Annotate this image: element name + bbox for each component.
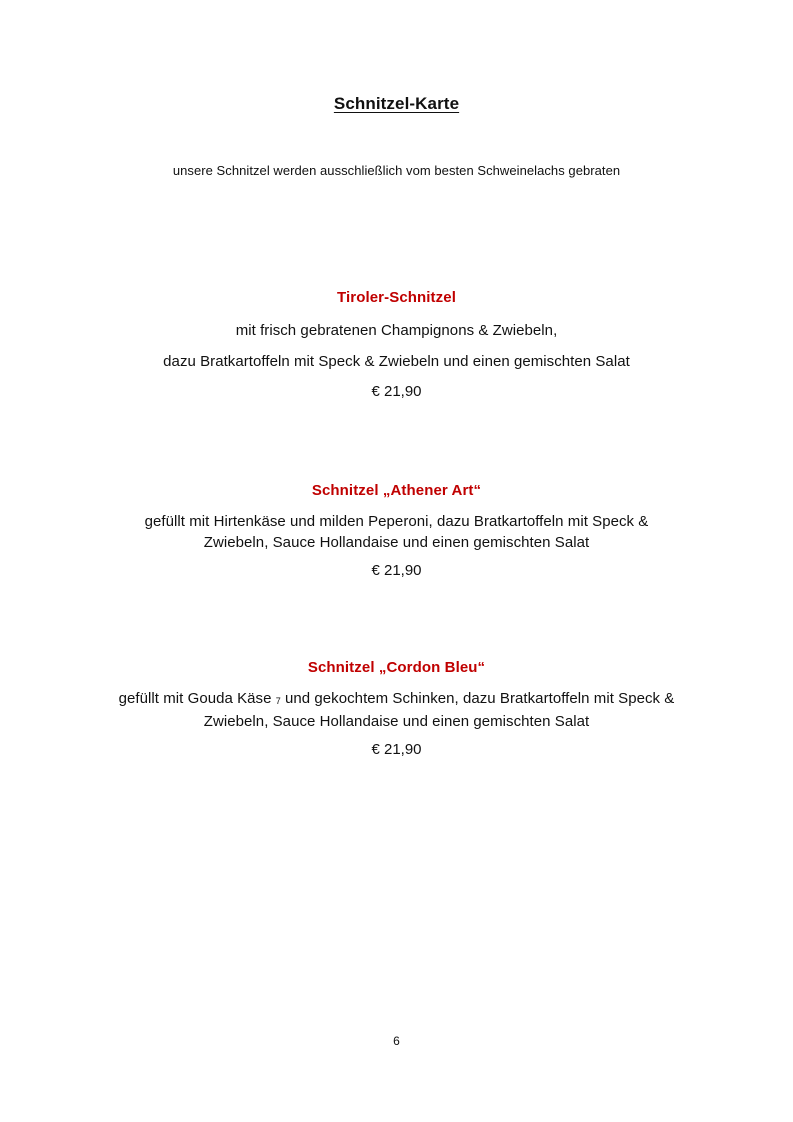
dish-description-line: gefüllt mit Hirtenkäse und milden Peperoni, dazu Bratkartoffeln mit Speck & [144, 513, 649, 530]
allergen-number: 7 [275, 696, 281, 706]
dish-price: € 21,90 [371, 383, 422, 400]
dish-name: Tiroler-Schnitzel [337, 289, 456, 306]
dish-tiroler-schnitzel [0, 289, 793, 400]
dish-description-line: mit frisch gebratenen Champignons & Zwiebeln, [235, 322, 558, 339]
dish-description-line [0, 688, 793, 711]
dish-price: € 21,90 [371, 741, 422, 758]
dish-name: Schnitzel „Cordon Bleu“ [307, 659, 486, 676]
page-title: Schnitzel-Karte [333, 94, 460, 113]
description-text: und gekochtem Schinken, dazu Bratkartoffeln mit Speck & [285, 690, 675, 707]
page-number: 6 [393, 1034, 400, 1048]
dish-name: Schnitzel „Athener Art“ [311, 482, 482, 499]
dish-description-line: dazu Bratkartoffeln mit Speck & Zwiebeln und einen gemischten Salat [163, 353, 630, 370]
dish-description-line: Zwiebeln, Sauce Hollandaise und einen gemischten Salat [203, 534, 590, 551]
dish-athener-art [0, 482, 793, 579]
dish-description-line: Zwiebeln, Sauce Hollandaise und einen gemischten Salat [203, 713, 590, 730]
intro-text: unsere Schnitzel werden ausschließlich vom besten Schweinelachs gebraten [172, 163, 621, 178]
dish-cordon-bleu [0, 659, 793, 758]
dish-description [0, 688, 793, 732]
dish-description [0, 511, 793, 553]
dish-price: € 21,90 [371, 562, 422, 579]
description-text: gefüllt mit Gouda Käse [118, 690, 272, 707]
